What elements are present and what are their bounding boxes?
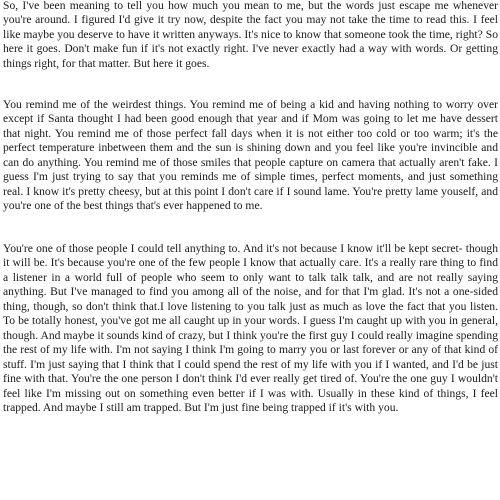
paragraph-3: You're one of those people I could tell anything to. And it's not because I know it'll be kept secret- though it will be. It's because you're one of the few people I know that actually care. It's a really rare thing to find a listener in a world full of people who seem to only want to talk talk talk, and are not really saying anything. But I've managed to find you among all of the noise, and for that I'm glad. It's not a one-sided thing, though, so don't think that.I love listening to you talk just as much as love the fact that you listen. To be totally honest, you've got me all caught up in your words. I guess I'm caught up with you in general, though. And maybe it sounds kind of crazy, but I think you're the first guy I could really imagine spending the rest of my life with. I'm not saying I think I'm going to marry you or last forever or any of that kind of stuff. I'm just saying that I think that I could spend the rest of my life with you if I wanted, and I'd be just fine with that. You're the one person I don't think I'd ever really get tired of. You're the one guy I wouldn't feel like I'm missing out on something even better if I was with. Usually in these kind of things, I feel trapped. And maybe I still am trapped. But I'm just fine being trapped if it's with you. (3, 242, 498, 414)
paragraph-2: You remind me of the weirdest things. You remind me of being a kid and having nothing to worry over except if Santa thought I had been good enough that year and if Mom was going to let me have dessert that night. You remind me of those perfect fall days when it is not either too cold or too warm; it's the perfect temperature inbetween them and the sun is shining down and you feel like you're invincible and can do anything. You remind me of those smiles that people capture on camera that actually aren't fake. I guess I'm just trying to say that you reminds me of simple times, perfect moments, and just something real. I know it's pretty cheesy, but at this point I don't care if I sound lame. You're pretty lame youself, and you're one of the best things that's ever happened to me. (3, 98, 498, 213)
paragraph-1: So, I've been meaning to tell you how much you mean to me, but the words just escape me whenever you're around. I figured I'd give it try now, despite the fact you may not take the time to read this. I feel like maybe you deserve to have it written anyways. It's nice to know that someone took the time, right? So here it goes. Don't make fun if it's not exactly right. I've never exactly had a way with words. Or getting things right, for that matter. But here it goes. (3, 0, 498, 70)
